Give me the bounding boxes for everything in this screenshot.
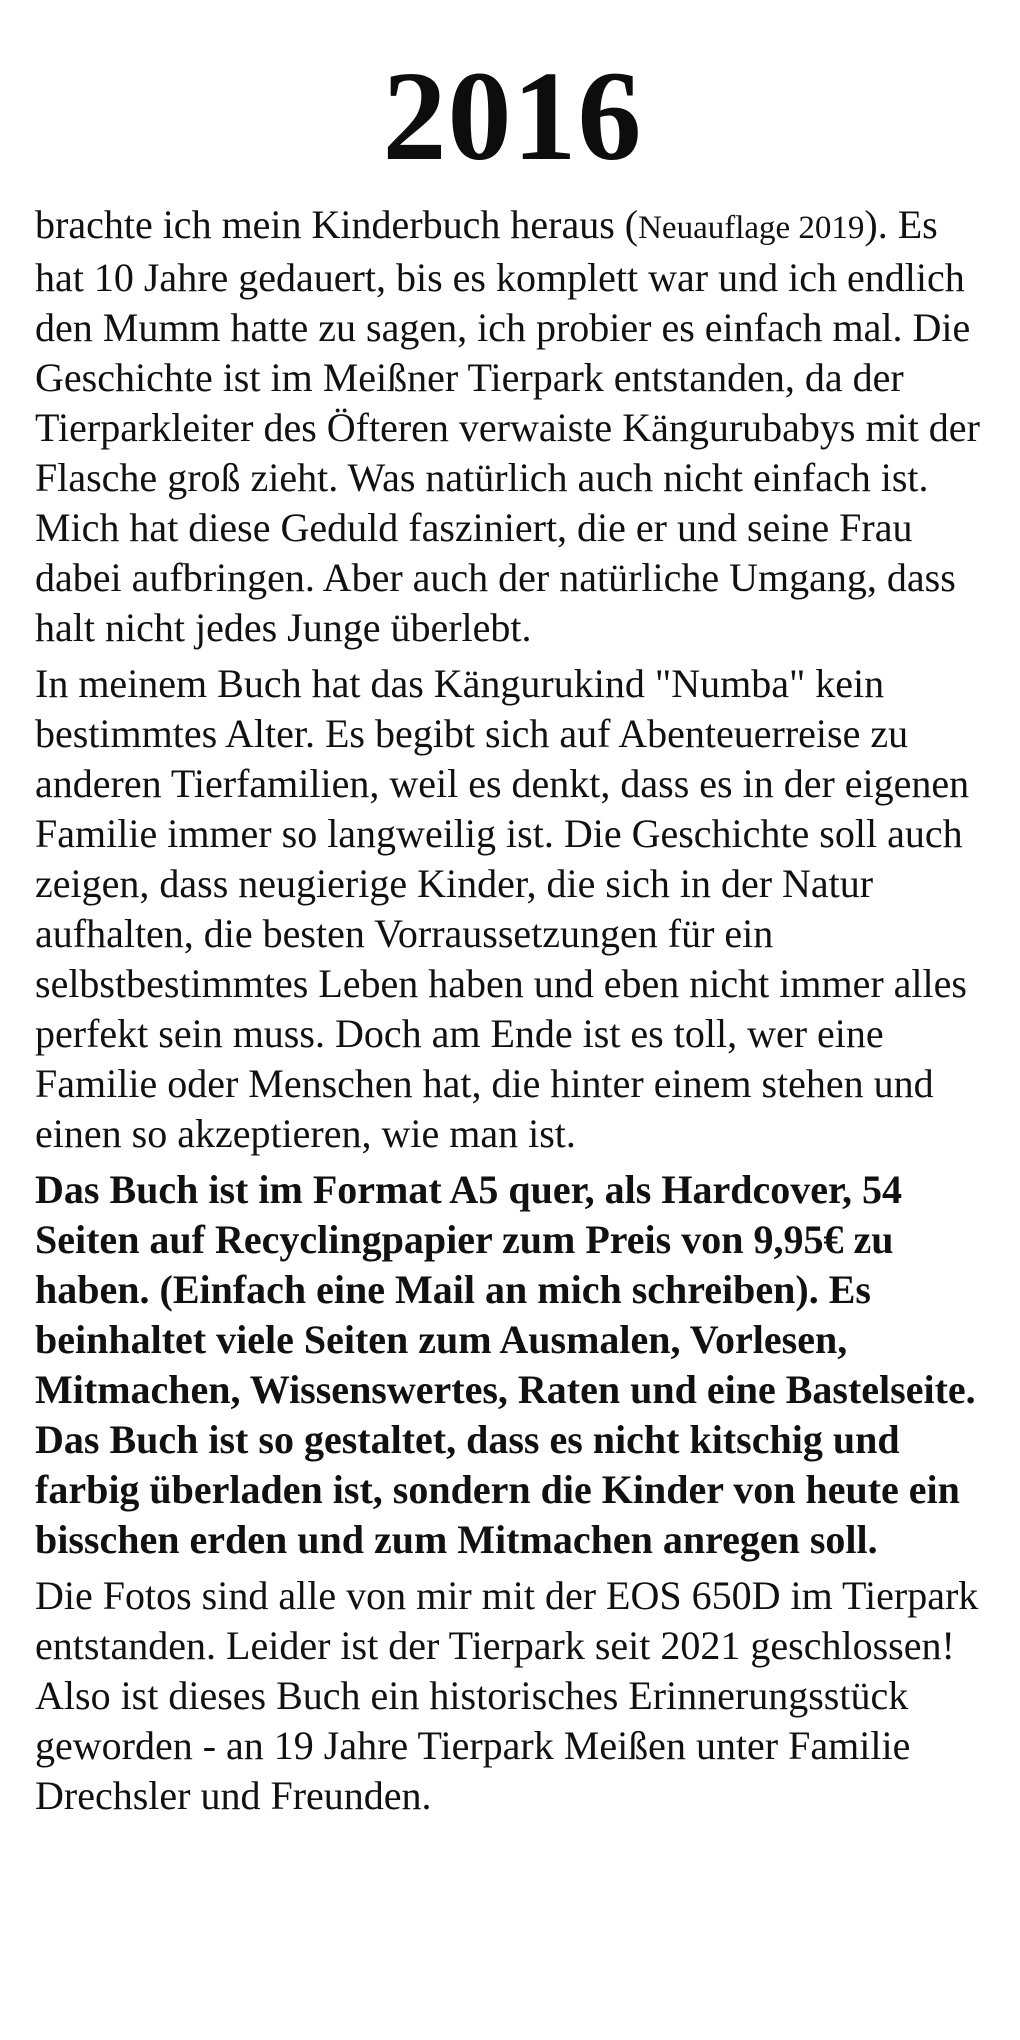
intro-paragraph — [35, 200, 990, 653]
reissue-note: Neuauflage 2019 — [638, 210, 865, 246]
intro-text-rest: ). Es hat 10 Jahre gedauert, bis es komplett war und ich endlich den Mumm hatte zu sagen, ich probier es einfach mal. Die Geschichte ist im Meißner Tierpark entstanden, da der Tierparkleiter des Öfteren verwaiste Kängurubabys mit der Flasche groß zieht. Was natürlich auch nicht einfach ist. Mich hat diese Geduld fasziniert, die er und seine Frau dabei aufbringen. Aber auch der natürliche Umgang, dass halt nicht jedes Junge überlebt. — [35, 202, 980, 650]
story-paragraph: In meinem Buch hat das Kängurukind "Numba" kein bestimmtes Alter. Es begibt sich auf Abenteuerreise zu anderen Tierfamilien, weil es denkt, dass es in der eigenen Familie immer so langweilig ist. Die Geschichte soll auch zeigen, dass neugierige Kinder, die sich in der Natur aufhalten, die besten Vorraussetzungen für ein selbstbestimmtes Leben haben und eben nicht immer alles perfekt sein muss. Doch am Ende ist es toll, wer eine Familie oder Menschen hat, die hinter einem stehen und einen so akzeptieren, wie man ist. — [35, 661, 970, 1156]
intro-text-start: brachte ich mein Kinderbuch heraus ( — [35, 202, 639, 247]
page-title: 2016 — [382, 45, 643, 187]
book-info-paragraph: Das Buch ist im Format A5 quer, als Hardcover, 54 Seiten auf Recyclingpapier zum Preis von 9,95€ zu haben. (Einfach eine Mail an mich schreiben). Es beinhaltet viele Seiten zum Ausmalen, Vorlesen, Mitmachen, Wissenswertes, Raten und eine Bastelseite. Das Buch ist so gestaltet, dass es nicht kitschig und farbig überladen ist, sondern die Kinder von heute ein bisschen erden und zum Mitmachen anregen soll. — [35, 1167, 976, 1562]
photos-paragraph: Die Fotos sind alle von mir mit der EOS 650D im Tierpark entstanden. Leider ist der Tierpark seit 2021 geschlossen! Also ist dieses Buch ein historisches Erinnerungsstück geworden - an 19 Jahre Tierpark Meißen unter Familie Drechsler und Freunden. — [35, 1573, 979, 1818]
